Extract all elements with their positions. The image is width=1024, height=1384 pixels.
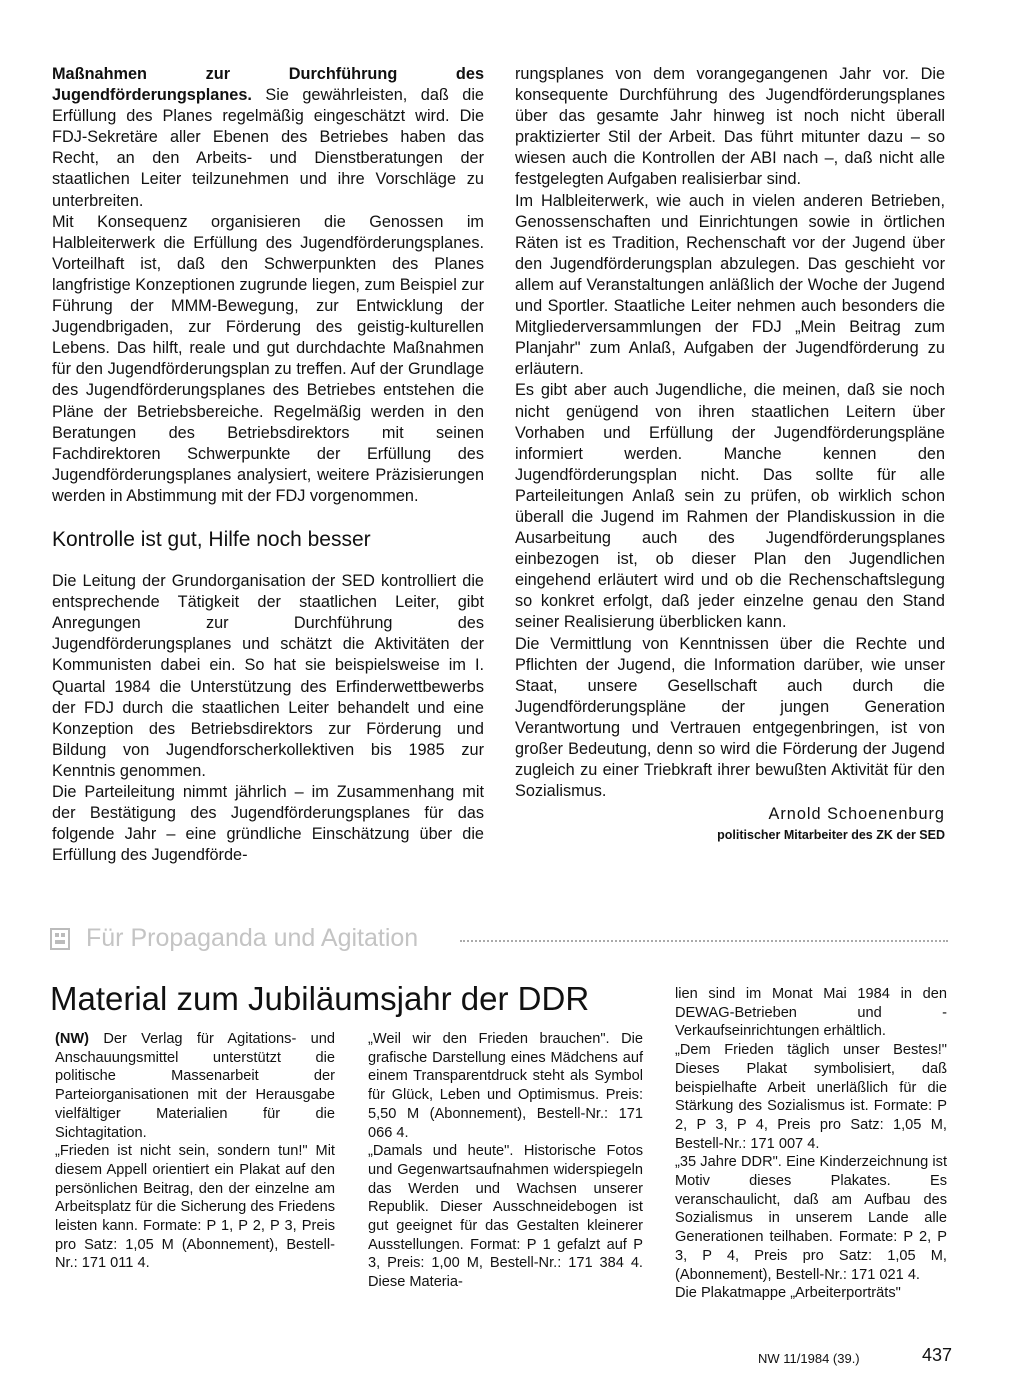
- section-band: [50, 922, 948, 956]
- subheading: Kontrolle ist gut, Hilfe noch besser: [52, 527, 371, 551]
- intro-bold-text: Maßnahmen zur Durchführung des Jugendförderungsplanes.: [52, 65, 484, 105]
- issue-reference: NW 11/1984 (39.): [758, 1351, 860, 1366]
- author-role: politischer Mitarbeiter des ZK der SED: [717, 828, 945, 843]
- author-name: Arnold Schoenenburg: [768, 805, 945, 824]
- paragraph: rungsplanes von dem vorangegangenen Jahr vor. Die konsequente Durchführung des Jugendförderungsplanes über das gesamte Jahr hinweg ist noch nicht überall praktizierter Stil der Arbeit. Das führt mitunter dazu – so wiesen auch die Kontrollen der ABI nach –, daß nicht alle festgelegten Aufgaben realisierbar sind.: [515, 65, 945, 189]
- article-column-right: [515, 64, 945, 844]
- headline: Material zum Jubiläumsjahr der DDR: [50, 980, 590, 1017]
- section-logo-icon: [50, 928, 70, 950]
- section-title: Für Propaganda und Agitation: [86, 924, 419, 952]
- paragraph: „35 Jahre DDR". Eine Kinderzeichnung ist Motiv dieses Plakates. Es veranschaulicht, daß am Aufbau des Sozialismus in unserem Lande alle Generationen teilhaben. Formate: P 2, P 3, P 4, Preis pro Satz: 1,05 M, (Abonnement), Bestell-Nr.: 171 021 4.: [675, 1154, 947, 1283]
- paragraph: Die Plakatmappe „Arbeiterporträts": [675, 1285, 901, 1302]
- paragraph-text: Der Verlag für Agitations- und Anschauungsmittel unterstützt die politische Massenarbeit der Parteiorganisationen mit der Herausgabe vielfältiger Materialien für die Sichtagitation.: [55, 1031, 335, 1141]
- paragraph: Die Leitung der Grundorganisation der SED kontrolliert die entsprechende Tätigkeit der staatlichen Leiter, gibt Anregungen zur Durchführung des Jugendförderungsplanes und schätzt die Aktivitäten der Kommunisten dabei ein. So hat sie beispielsweise im I. Quartal 1984 die Unterstützung des Erfinderwettbewerbs der FDJ durch die staatlichen Leiter behandelt und eine Konzeption des Betriebsdirektors zur Förderung und Bildung von Jugendforscherkollektiven bis 1985 zur Kenntnis genommen.: [52, 572, 484, 780]
- paragraph: „Weil wir den Frieden brauchen". Die grafische Darstellung eines Mädchens auf einem Transparentdruck steht als Symbol für Glück, Leben und Optimismus. Preis: 5,50 M (Abonnement), Bestell-Nr.: 171 066 4.: [368, 1031, 643, 1141]
- paragraph: lien sind im Monat Mai 1984 in den DEWAG-Betrieben und -Verkaufseinrichtungen erhältlich.: [675, 986, 947, 1040]
- source-tag: (NW): [55, 1031, 90, 1047]
- bottom-column-3: [675, 985, 947, 1303]
- paragraph: [55, 1030, 335, 1142]
- intro-text: Sie gewährleisten, daß die Erfüllung des Planes regelmäßig eingeschätzt wird. Die FDJ-Sekretäre aller Ebenen des Betriebes haben das Recht, an den Arbeits- und Dienstberatungen der staatlichen Leiter teilzunehmen und ihre Vorschläge zu unterbreiten.: [52, 86, 484, 210]
- paragraph: „Frieden ist nicht sein, sondern tun!" Mit diesem Appell orientiert ein Plakat auf den persönlichen Beitrag, den der einzelne am Arbeitsplatz für die Sicherung des Friedens leisten kann. Formate: P 1, P 2, P 3, Preis pro Satz: 1,05 M (Abonnement), Bestell-Nr.: 171 011 4.: [55, 1143, 335, 1272]
- section-divider: [460, 940, 948, 946]
- article-column-left: [52, 64, 484, 866]
- paragraph: Es gibt aber auch Jugendliche, die meinen, daß sie noch nicht genügend von ihren staatlichen Leitern über Vorhaben und Erfüllung der Jugendförderungspläne informiert werden. Manche kennen den Jugendförderungsplan nicht. Das sollte für alle Parteileitungen Anlaß sein zu prüfen, ob wirklich schon überall die Jugend im Rahmen der Plandiskussion in die Ausarbeitung auch des Jugendförderungsplanes einbezogen ist, ob dieser Plan den Jugendlichen eingehend erläutert wird und ob die Rechenschaftslegung so konkret erfolgt, daß jeder einzelne genau den Stand seiner Realisierung überblicken kann.: [515, 381, 945, 632]
- paragraph: „Dem Frieden täglich unser Bestes!" Dieses Plakat symbolisiert, daß beispielhafte Arbeit unerläßlich für die Stärkung des Sozialismus ist. Formate: P 2, P 3, P 4, Preis pro Satz: 1,05 M, Bestell-Nr.: 171 007 4.: [675, 1042, 947, 1152]
- paragraph: Mit Konsequenz organisieren die Genossen im Halbleiterwerk die Erfüllung des Jugendförderungsplanes. Vorteilhaft ist, daß den Schwerpunkten des Planes langfristige Konzeptionen zugrunde liegen, zum Beispiel zur Führung der MMM-Bewegung, zur Entwicklung der Jugendbrigaden, zur Förderung des geistig-kulturellen Lebens. Das hilft, reale und gut durchdachte Maßnahmen für den Jugendförderungsplan zu treffen. Auf der Grundlage des Jugendförderungsplanes des Betriebes entstehen die Pläne der Betriebsbereiche. Regelmäßig werden in den Beratungen des Betriebsdirektors mit seinen Fachdirektoren Schwerpunkte der Erfüllung des Jugendförderungsplanes analysiert, weitere Präzisierungen werden in Abstimmung mit der FDJ vorgenommen.: [52, 212, 484, 505]
- bottom-column-1: [55, 1030, 335, 1273]
- paragraph-intro: [52, 64, 484, 212]
- bottom-column-2: [368, 1030, 643, 1292]
- page-number: 437: [922, 1345, 953, 1365]
- paragraph: „Damals und heute". Historische Fotos und Gegenwartsaufnahmen widerspiegeln das Werden und Wachsen unserer Republik. Dieser Ausschneidebogen ist gut geeignet für das Gestalten kleinerer Ausstellungen. Format: P 1 gefalzt auf P 3, Preis: 1,00 M, Bestell-Nr.: 171 384 4. Diese Materia-: [368, 1143, 643, 1291]
- paragraph: Die Parteileitung nimmt jährlich – im Zusammenhang mit der Bestätigung des Jugendförderungsplanes für das folgende Jahr – eine gründliche Einschätzung über die Erfüllung des Jugendförde-: [52, 783, 484, 865]
- paragraph: Die Vermittlung von Kenntnissen über die Rechte und Pflichten der Jugend, die Information darüber, wie unser Staat, unsere Gesellschaft auch durch die Jugendförderungspläne der jungen Generation Verantwortung und Vertrauen entgegenbringen, ist von großer Bedeutung, denn so wird die Förderung der Jugend zugleich zu einer Triebkraft ihrer bewußten Aktivität für den Sozialismus.: [515, 634, 945, 801]
- paragraph: Im Halbleiterwerk, wie auch in vielen anderen Betrieben, Genossenschaften und Einrichtungen sowie in örtlichen Räten ist es Tradition, Rechenschaft vor der Jugend über den Jugendförderungsplan abzulegen. Das geschieht vor allem auf Veranstaltungen anläßlich der Woche der Jugend und Sportler. Staatliche Leiter nehmen auch besonders die Mitgliederversammlungen der FDJ „Mein Beitrag zum Planjahr" zum Anlaß, Aufgaben der Jugendförderung zu erläutern.: [515, 191, 945, 379]
